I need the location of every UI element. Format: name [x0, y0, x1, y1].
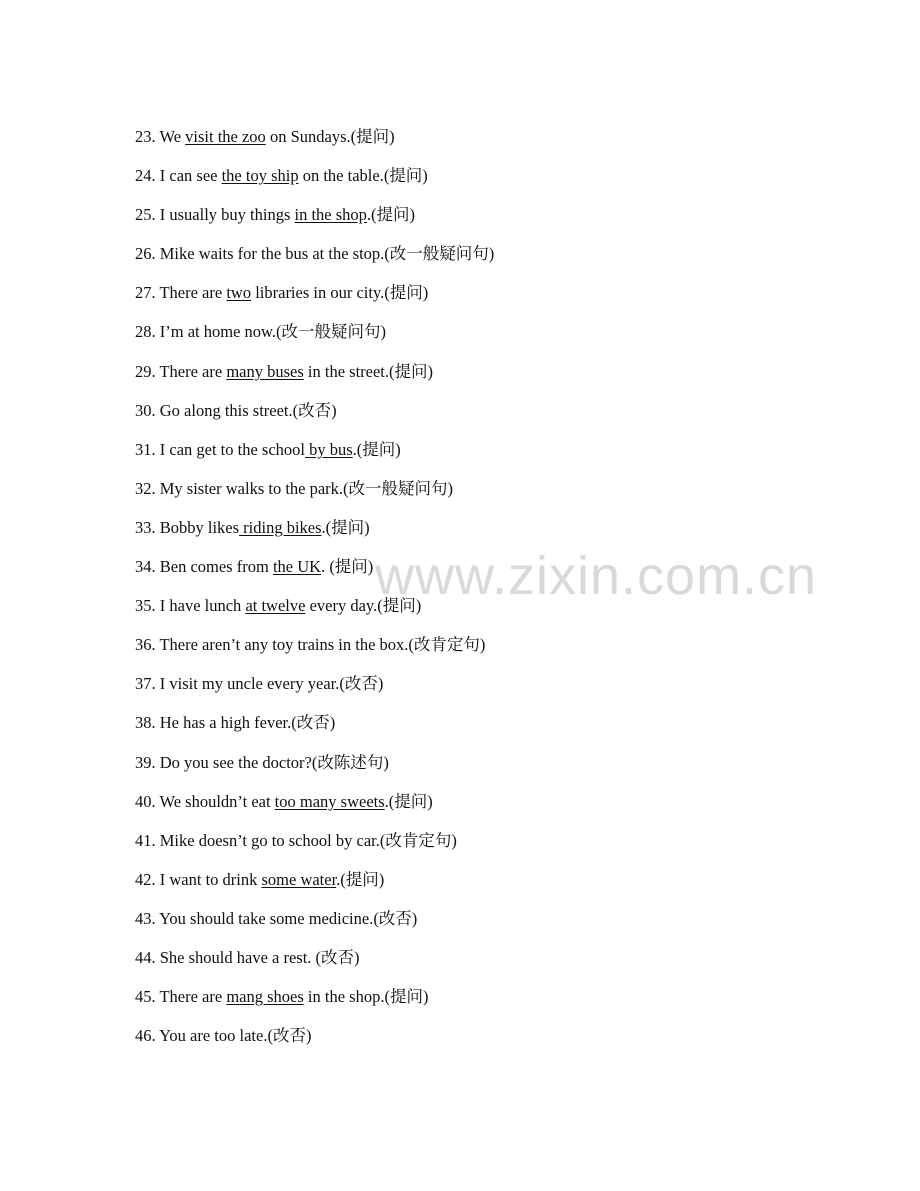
- underlined-phrase: at twelve: [245, 596, 306, 616]
- exercise-text: 23. We: [135, 127, 186, 146]
- exercise-text: 35. I have lunch: [135, 596, 246, 616]
- underlined-phrase: the toy ship: [221, 166, 299, 186]
- underlined-phrase: many buses: [226, 361, 304, 381]
- exercise-item: [135, 828, 855, 867]
- exercise-text: on the table.(提问): [298, 166, 428, 186]
- exercise-text: on Sundays.(提问): [265, 127, 395, 146]
- exercise-text: 44. She should have a rest. (改否): [135, 947, 360, 967]
- exercise-text: .(提问): [321, 517, 370, 537]
- exercise-item: [135, 398, 855, 437]
- exercise-text: 46. You are too late.(改否): [135, 1026, 312, 1046]
- exercise-text: 45. There are: [135, 987, 227, 1007]
- exercise-item: [135, 515, 855, 554]
- exercise-item: [135, 906, 855, 945]
- exercise-item: [135, 476, 855, 515]
- underlined-phrase: mang shoes: [226, 987, 304, 1007]
- exercise-item: [135, 710, 855, 749]
- exercise-text: 30. Go along this street.(改否): [135, 400, 337, 420]
- exercise-item: [135, 984, 855, 1023]
- exercise-text: 26. Mike waits for the bus at the stop.(改一般疑问句): [135, 244, 495, 264]
- exercise-text: 36. There aren’t any toy trains in the box.(改肯定句): [135, 635, 486, 655]
- exercise-item: [135, 554, 855, 593]
- underlined-phrase: visit the zoo: [185, 127, 266, 146]
- exercise-text: 31. I can get to the school: [135, 439, 305, 459]
- exercise-item: [135, 593, 855, 632]
- underlined-phrase: by bus: [305, 439, 353, 459]
- exercise-item: [135, 124, 855, 163]
- exercise-text: 40. We shouldn’t eat: [135, 791, 275, 811]
- exercise-text: . (提问): [321, 557, 374, 577]
- underlined-phrase: the UK: [272, 557, 322, 577]
- exercise-item: [135, 280, 855, 319]
- exercise-text: 41. Mike doesn’t go to school by car.(改肯定句): [135, 830, 457, 850]
- exercise-text: 42. I want to drink: [135, 869, 262, 889]
- exercise-text: 38. He has a high fever.(改否): [135, 713, 336, 733]
- exercise-text: every day.(提问): [305, 596, 422, 616]
- exercise-text: libraries in our city.(提问): [251, 283, 429, 303]
- exercise-text: 25. I usually buy things: [135, 205, 295, 225]
- exercise-item: [135, 789, 855, 828]
- exercise-text: in the shop.(提问): [303, 987, 429, 1007]
- exercise-text: .(提问): [384, 791, 433, 811]
- exercise-item: [135, 359, 855, 398]
- exercise-text: 29. There are: [135, 361, 227, 381]
- exercise-item: [135, 437, 855, 476]
- exercise-text: 27. There are: [135, 283, 227, 303]
- exercise-item: [135, 163, 855, 202]
- exercise-item: [135, 632, 855, 671]
- exercise-text: in the street.(提问): [303, 361, 433, 381]
- exercise-text: .(提问): [336, 869, 385, 889]
- exercise-item: [135, 750, 855, 789]
- exercise-list: [135, 124, 855, 1062]
- exercise-text: 43. You should take some medicine.(改否): [135, 908, 418, 928]
- exercise-item: [135, 671, 855, 710]
- exercise-text: 33. Bobby likes: [135, 517, 240, 537]
- exercise-text: 34. Ben comes from: [135, 557, 273, 577]
- exercise-text: .(提问): [366, 205, 416, 225]
- underlined-phrase: riding bikes: [239, 517, 322, 537]
- exercise-item: [135, 1023, 855, 1062]
- exercise-item: [135, 319, 855, 358]
- exercise-text: 39. Do you see the doctor?(改陈述句): [135, 752, 389, 772]
- exercise-item: [135, 241, 855, 280]
- watermark-text: www.zixin.com.cn: [375, 546, 818, 606]
- exercise-item: [135, 202, 855, 241]
- exercise-item: [135, 867, 855, 906]
- underlined-phrase: some water: [261, 869, 337, 889]
- exercise-text: .(提问): [352, 439, 401, 459]
- underlined-phrase: in the shop: [294, 205, 367, 225]
- exercise-text: 32. My sister walks to the park.(改一般疑问句): [135, 478, 454, 498]
- underlined-phrase: two: [226, 283, 252, 303]
- exercise-text: 28. I’m at home now.(改一般疑问句): [135, 322, 386, 342]
- exercise-text: 24. I can see: [135, 166, 222, 186]
- underlined-phrase: too many sweets: [274, 791, 385, 811]
- exercise-item: [135, 945, 855, 984]
- exercise-text: 37. I visit my uncle every year.(改否): [135, 674, 384, 694]
